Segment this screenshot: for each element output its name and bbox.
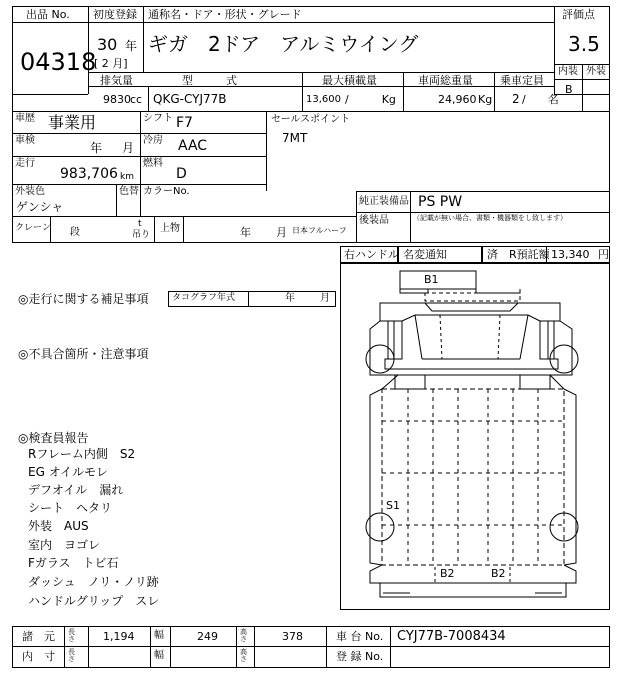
shift-label: シフト [143, 113, 173, 124]
sales-point-value: 7MT [282, 131, 308, 145]
name-change-label: 名変通知 [403, 248, 447, 261]
score-label: 評価点 [562, 8, 595, 21]
exterior-color-value: ゲンシャ [16, 200, 64, 214]
equipment-value: PS PW [418, 194, 463, 210]
tacho-label: タコグラフ年式 [172, 293, 236, 303]
tacho-year: 年 [285, 293, 295, 304]
color-no-label: カラーNo. [143, 186, 190, 197]
displacement-label: 排気量 [100, 74, 133, 87]
history-value: 事業用 [48, 113, 97, 132]
mileage-unit: km [120, 172, 134, 182]
gvw-label: 車両総重量 [418, 74, 473, 87]
report-line: ハンドルグリップ スレ [28, 594, 160, 608]
registration-no-label: 登 録 No. [336, 650, 384, 663]
mileage-value: 983,706 [60, 166, 118, 182]
body-label: 上物 [160, 223, 180, 234]
length-label: 長さ [68, 628, 75, 643]
crane-ton: t [138, 219, 142, 229]
inner-dim-row-label: 内 寸 [22, 650, 55, 663]
width-value: 249 [197, 630, 218, 643]
report-line: シート ヘタリ [28, 501, 113, 515]
model-label: 型 式 [182, 74, 237, 87]
handle-value: 右ハンドル [344, 248, 399, 261]
inspector-report-title: ◎検査員報告 [18, 431, 89, 445]
retrofit-note: （記載が無い場合、書類・機器類をし致します） [413, 214, 567, 222]
height-label: 高さ [240, 628, 247, 643]
body-year: 年 [240, 226, 251, 239]
report-line: Fガラス トビ石 [28, 556, 119, 570]
max-load-label: 最大積載量 [322, 74, 377, 87]
tacho-month: 月 [320, 293, 330, 304]
recycle-label: 済 R預託額 [487, 248, 550, 261]
inspection-year: 年 [90, 141, 103, 155]
report-line: 室内 ヨゴレ [28, 538, 101, 552]
sales-point-label: セールスポイント [271, 114, 351, 125]
ac-label: 冷房 [143, 135, 163, 146]
history-label: 車歴 [15, 113, 35, 124]
inspection-label: 車検 [15, 135, 35, 146]
report-line: デフオイル 漏れ [28, 483, 124, 497]
truck-diagram [340, 263, 610, 610]
width-label-2: 幅 [154, 650, 164, 661]
ac-value: AAC [178, 138, 208, 154]
fuel-label: 燃料 [143, 158, 163, 169]
damage-mark-b2-right: B2 [491, 567, 506, 580]
equipment-label: 純正装備品 [359, 196, 409, 207]
footer-frame [12, 626, 610, 668]
interior-label: 内装 [558, 66, 578, 77]
reg-month: [ 2 月] [94, 57, 128, 70]
score-value: 3.5 [568, 32, 600, 56]
running-notes-title: ◎走行に関する補足事項 [18, 292, 149, 306]
damage-mark-b1: B1 [424, 273, 439, 286]
mileage-label: 走行 [15, 158, 35, 169]
length-label-2: 長さ [68, 648, 75, 663]
chassis-no-value: CYJ77B-7008434 [397, 629, 506, 644]
exterior-color-label: 外装色 [15, 186, 45, 197]
damage-mark-s1: S1 [386, 499, 400, 512]
spec-row-label: 諸 元 [22, 630, 55, 643]
reg-year-unit: 年 [125, 39, 138, 53]
shift-value: F7 [176, 115, 193, 131]
report-line: 外装 AUS [28, 519, 89, 533]
interior-grade: B [565, 83, 573, 96]
chassis-no-label: 車 台 No. [336, 630, 384, 643]
capacity-value: 2 [512, 92, 520, 106]
exterior-label: 外装 [586, 66, 606, 77]
crane-hoist: 吊り [132, 230, 151, 240]
displacement-value: 9830 [103, 93, 131, 106]
lot-number: 04318 [20, 48, 97, 76]
gvw-value: 24,960 [438, 93, 477, 106]
gvw-unit: Kg [478, 93, 493, 106]
length-value: 1,194 [103, 630, 135, 643]
recycle-unit: 円 [598, 248, 609, 261]
retrofit-label: 後装品 [359, 215, 389, 226]
first-reg-label: 初度登録 [93, 8, 137, 21]
body-maker: 日本フルハーフ [292, 226, 347, 235]
max-load-value: 13,600 [306, 94, 341, 105]
inspection-month: 月 [122, 141, 135, 155]
model-value: QKG-CYJ77B [153, 92, 227, 106]
height-value: 378 [282, 630, 303, 643]
report-line: Rフレーム内側 S2 [28, 447, 136, 461]
report-line: EG オイルモレ [28, 465, 109, 479]
vehicle-name: ギガ 2ドア アルミウイング [148, 32, 419, 56]
defects-title: ◎不具合箇所・注意事項 [18, 347, 149, 361]
damage-mark-b2-left: B2 [440, 567, 455, 580]
vehicle-name-label: 通称名・ドア・形状・グレード [148, 8, 302, 21]
crane-label: クレーン [15, 223, 51, 233]
max-load-unit: / Kg [345, 93, 396, 106]
recycle-value: 13,340 [551, 248, 590, 261]
fuel-value: D [176, 166, 187, 182]
crane-stage: 段 [70, 227, 80, 238]
lot-label: 出品 No. [26, 8, 70, 21]
color-change-label: 色替 [119, 186, 139, 197]
capacity-unit: / 名 [522, 93, 559, 106]
body-month: 月 [276, 226, 287, 239]
width-label: 幅 [154, 630, 164, 641]
height-label-2: 高さ [240, 648, 247, 663]
displacement-unit: cc [130, 93, 143, 106]
capacity-label: 乗車定員 [500, 74, 544, 87]
report-line: ダッシュ ノリ・ノリ跡 [28, 575, 159, 589]
reg-year: 30 [97, 35, 118, 54]
